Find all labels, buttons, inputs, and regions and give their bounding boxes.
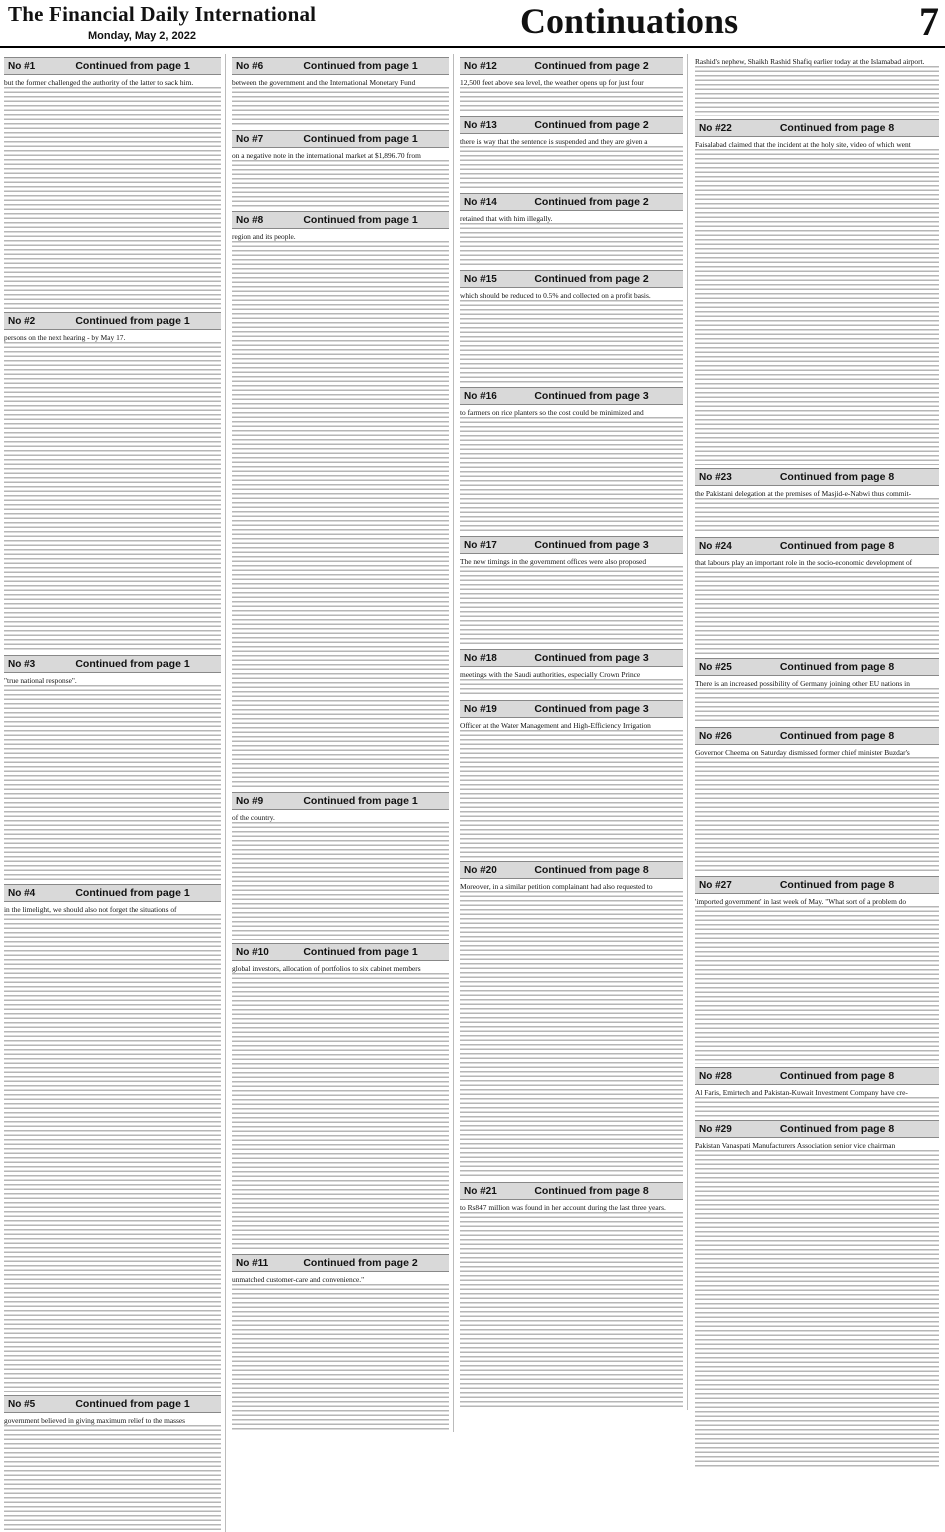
article-body <box>695 1141 939 1468</box>
article-body <box>460 557 683 646</box>
continuation-article <box>232 1254 449 1432</box>
article-body <box>232 232 449 789</box>
article-number: No #4 <box>8 887 36 899</box>
article-number: No #19 <box>464 703 497 715</box>
article-body <box>460 670 683 697</box>
article-header <box>4 312 221 330</box>
article-lead-line: Governor Cheema on Saturday dismissed former chief minister Buzdar's <box>695 748 910 757</box>
article-lead-line: The new timings in the government offices were also proposed <box>460 557 647 566</box>
article-lead-line: global investors, allocation of portfolios to six cabinet members <box>232 964 421 973</box>
article-text-lines <box>695 498 939 534</box>
article-text-lines <box>460 417 683 533</box>
continuation-article <box>232 943 449 1251</box>
continuation-article <box>4 1395 221 1532</box>
article-number: No #7 <box>236 133 264 145</box>
article-continued-label: Continued from page 3 <box>534 390 649 402</box>
article-text-lines <box>460 87 683 113</box>
article-text-lines <box>232 160 449 208</box>
article-body <box>460 408 683 533</box>
masthead <box>0 0 945 48</box>
article-header <box>460 1182 683 1200</box>
article-continued-label: Continued from page 1 <box>75 60 190 72</box>
continuation-article <box>232 57 449 127</box>
article-body <box>460 882 683 1179</box>
article-number: No #26 <box>699 730 732 742</box>
article-number: No #18 <box>464 652 497 664</box>
continuation-article <box>695 468 939 534</box>
article-lead-line: "true national response". <box>4 676 77 685</box>
article-continued-label: Continued from page 8 <box>779 1070 895 1082</box>
article-header <box>460 57 683 75</box>
article-body <box>460 291 683 384</box>
continuation-article <box>695 876 939 1064</box>
article-body <box>695 897 939 1064</box>
article-text-lines <box>232 822 449 940</box>
article-text-lines <box>460 1212 683 1410</box>
article-continued-label: Continued from page 1 <box>303 946 418 958</box>
article-text-lines <box>232 241 449 789</box>
article-number: No #6 <box>236 60 264 72</box>
article-continued-label: Continued from page 1 <box>75 1398 190 1410</box>
article-number: No #29 <box>699 1123 732 1135</box>
article-lead-line: Moreover, in a similar petition complainant had also requested to <box>460 882 653 891</box>
column-4 <box>695 54 939 1468</box>
article-body <box>232 813 449 940</box>
continuation-article <box>460 116 683 190</box>
article-lead-line: 'imported government' in last week of May. "What sort of a problem do <box>695 897 907 906</box>
article-header <box>232 1254 449 1272</box>
article-body <box>232 151 449 208</box>
article-continued-label: Continued from page 1 <box>303 214 418 226</box>
article-header <box>232 943 449 961</box>
article-text-lines <box>460 146 683 190</box>
article-body <box>460 137 683 190</box>
article-body <box>460 721 683 858</box>
article-body <box>695 489 939 534</box>
column-1 <box>4 54 226 1532</box>
article-number: No #1 <box>8 60 36 72</box>
article-continued-label: Continued from page 2 <box>303 1257 418 1269</box>
column-3 <box>460 54 688 1410</box>
article-lead-line: Al Faris, Emirtech and Pakistan-Kuwait Investment Company have cre- <box>695 1088 908 1097</box>
continuation-article <box>695 1067 939 1117</box>
article-body <box>232 964 449 1251</box>
article-body <box>695 57 939 116</box>
article-header <box>460 649 683 667</box>
article-text-lines <box>460 891 683 1179</box>
article-header <box>460 387 683 405</box>
article-lead-line: to Rs847 million was found in her account during the last three years. <box>460 1203 666 1212</box>
article-number: No #23 <box>699 471 732 483</box>
article-continued-label: Continued from page 8 <box>779 471 895 483</box>
article-text-lines <box>232 973 449 1251</box>
continuation-article <box>460 861 683 1179</box>
article-body <box>4 78 221 309</box>
article-header <box>695 468 939 486</box>
article-continued-label: Continued from page 1 <box>303 133 418 145</box>
article-lead-line: in the limelight, we should also not forget the situations of <box>4 905 177 914</box>
article-continued-label: Continued from page 8 <box>779 122 895 134</box>
article-header <box>460 116 683 134</box>
column-2 <box>232 54 454 1432</box>
article-header <box>695 658 939 676</box>
article-number: No #28 <box>699 1070 732 1082</box>
article-text-lines <box>695 906 939 1064</box>
continuation-article <box>460 649 683 697</box>
article-number: No #9 <box>236 795 264 807</box>
continuation-article <box>232 130 449 208</box>
article-text-lines <box>695 567 939 655</box>
article-text-lines <box>695 757 939 873</box>
article-lead-line: to farmers on rice planters so the cost could be minimized and <box>460 408 644 417</box>
article-text-lines <box>460 223 683 267</box>
article-header <box>232 57 449 75</box>
article-continued-label: Continued from page 8 <box>534 864 649 876</box>
article-continued-label: Continued from page 1 <box>75 887 190 899</box>
article-continued-label: Continued from page 3 <box>534 652 649 664</box>
article-header <box>4 57 221 75</box>
article-continued-label: Continued from page 3 <box>534 539 649 551</box>
article-header <box>695 119 939 137</box>
continuation-article <box>695 1120 939 1468</box>
article-lead-line: on a negative note in the international market at $1,896.70 from <box>232 151 421 160</box>
article-lead-line: the Pakistani delegation at the premises of Masjid-e-Nabwi thus commit- <box>695 489 912 498</box>
article-lead-line: Rashid's nephew, Shaikh Rashid Shafiq earlier today at the Islamabad airport. <box>695 57 925 66</box>
article-lead-line: meetings with the Saudi authorities, especially Crown Prince <box>460 670 641 679</box>
article-lead-line: There is an increased possibility of Germany joining other EU nations in <box>695 679 910 688</box>
article-body <box>232 78 449 127</box>
article-body <box>460 1203 683 1410</box>
article-lead-line: government believed in giving maximum relief to the masses <box>4 1416 186 1425</box>
article-header <box>232 792 449 810</box>
article-continued-label: Continued from page 1 <box>303 795 418 807</box>
article-number: No #20 <box>464 864 497 876</box>
article-number: No #12 <box>464 60 497 72</box>
article-continued-label: Continued from page 2 <box>534 119 649 131</box>
newspaper-title: The Financial Daily International <box>8 2 317 26</box>
article-header <box>460 861 683 879</box>
continuation-article <box>4 57 221 309</box>
article-header <box>695 876 939 894</box>
article-body <box>695 140 939 465</box>
article-lead-line: which should be reduced to 0.5% and collected on a profit basis. <box>460 291 651 300</box>
article-continued-label: Continued from page 1 <box>75 658 190 670</box>
continuation-article <box>695 119 939 465</box>
continuation-article <box>460 57 683 113</box>
article-number: No #3 <box>8 658 36 670</box>
article-number: No #5 <box>8 1398 36 1410</box>
article-header <box>460 270 683 288</box>
article-header <box>232 130 449 148</box>
article-continued-label: Continued from page 3 <box>534 703 649 715</box>
article-continued-label: Continued from page 8 <box>534 1185 649 1197</box>
article-number: No #15 <box>464 273 497 285</box>
article-text-lines <box>695 66 939 116</box>
article-lead-line: unmatched customer-care and convenience." <box>232 1275 365 1284</box>
article-body <box>4 1416 221 1532</box>
article-body <box>460 214 683 267</box>
article-continued-label: Continued from page 2 <box>534 273 649 285</box>
article-lead-line: Faisalabad claimed that the incident at the holy site, video of which went <box>695 140 911 149</box>
continuation-article <box>460 700 683 858</box>
article-text-lines <box>4 87 221 309</box>
article-body <box>460 78 683 113</box>
article-body <box>232 1275 449 1432</box>
article-lead-line: between the government and the International Monetary Fund <box>232 78 416 87</box>
article-text-lines <box>4 342 221 652</box>
article-header <box>4 655 221 673</box>
continuation-article <box>695 57 939 116</box>
article-text-lines <box>695 1150 939 1468</box>
article-text-lines <box>4 914 221 1392</box>
article-lead-line: Officer at the Water Management and High-Efficiency Irrigation <box>460 721 651 730</box>
article-continued-label: Continued from page 2 <box>534 60 649 72</box>
article-text-lines <box>695 1097 939 1117</box>
continuation-article <box>4 884 221 1392</box>
article-header <box>232 211 449 229</box>
continuation-article <box>695 537 939 655</box>
article-lead-line: that labours play an important role in the socio-economic development of <box>695 558 913 567</box>
article-header <box>695 1120 939 1138</box>
article-text-lines <box>4 1425 221 1532</box>
article-text-lines <box>460 300 683 384</box>
article-header <box>460 193 683 211</box>
article-lead-line: Pakistan Vanaspati Manufacturers Association senior vice chairman <box>695 1141 896 1150</box>
article-text-lines <box>695 149 939 465</box>
article-number: No #22 <box>699 122 732 134</box>
article-lead-line: 12,500 feet above sea level, the weather opens up for just four <box>460 78 644 87</box>
article-number: No #25 <box>699 661 732 673</box>
article-body <box>4 676 221 881</box>
article-body <box>695 558 939 655</box>
article-lead-line: but the former challenged the authority of the latter to sack him. <box>4 78 194 87</box>
article-number: No #17 <box>464 539 497 551</box>
continuation-article <box>695 658 939 724</box>
article-number: No #10 <box>236 946 269 958</box>
article-lead-line: persons on the next hearing - by May 17. <box>4 333 126 342</box>
article-body <box>4 905 221 1392</box>
article-body <box>695 748 939 873</box>
article-continued-label: Continued from page 8 <box>779 661 895 673</box>
article-body <box>695 1088 939 1117</box>
article-text-lines <box>232 1284 449 1432</box>
article-text-lines <box>460 566 683 646</box>
article-text-lines <box>232 87 449 127</box>
article-body <box>695 679 939 724</box>
article-header <box>695 537 939 555</box>
article-text-lines <box>460 730 683 858</box>
article-continued-label: Continued from page 2 <box>534 196 649 208</box>
article-number: No #14 <box>464 196 497 208</box>
article-continued-label: Continued from page 8 <box>779 730 895 742</box>
article-continued-label: Continued from page 8 <box>779 1123 895 1135</box>
article-number: No #21 <box>464 1185 497 1197</box>
continuation-article <box>4 312 221 652</box>
article-continued-label: Continued from page 8 <box>779 879 895 891</box>
article-lead-line: region and its people. <box>232 232 296 241</box>
continuation-article <box>460 387 683 533</box>
article-lead-line: retained that with him illegally. <box>460 214 553 223</box>
article-body <box>4 333 221 652</box>
article-number: No #2 <box>8 315 36 327</box>
continuation-article <box>232 211 449 789</box>
article-number: No #8 <box>236 214 264 226</box>
continuation-article <box>4 655 221 881</box>
article-header <box>460 536 683 554</box>
article-lead-line: of the country. <box>232 813 275 822</box>
article-number: No #27 <box>699 879 732 891</box>
article-number: No #24 <box>699 540 732 552</box>
issue-date: Monday, May 2, 2022 <box>88 30 197 42</box>
continuation-article <box>460 193 683 267</box>
article-number: No #11 <box>236 1257 269 1269</box>
article-continued-label: Continued from page 1 <box>303 60 418 72</box>
article-text-lines <box>695 688 939 724</box>
article-continued-label: Continued from page 1 <box>75 315 190 327</box>
article-continued-label: Continued from page 8 <box>779 540 895 552</box>
article-number: No #16 <box>464 390 497 402</box>
article-number: No #13 <box>464 119 497 131</box>
article-text-lines <box>460 679 683 697</box>
article-header <box>4 1395 221 1413</box>
article-lead-line: there is way that the sentence is suspended and they are given a <box>460 137 648 146</box>
continuation-article <box>232 792 449 940</box>
article-header <box>695 1067 939 1085</box>
article-header <box>695 727 939 745</box>
article-header <box>4 884 221 902</box>
section-title: Continuations <box>520 1 739 41</box>
article-header <box>460 700 683 718</box>
article-text-lines <box>4 685 221 881</box>
continuation-article <box>695 727 939 873</box>
continuation-article <box>460 536 683 646</box>
continuation-article <box>460 270 683 384</box>
page-number: 7 <box>919 0 939 44</box>
continuation-article <box>460 1182 683 1410</box>
